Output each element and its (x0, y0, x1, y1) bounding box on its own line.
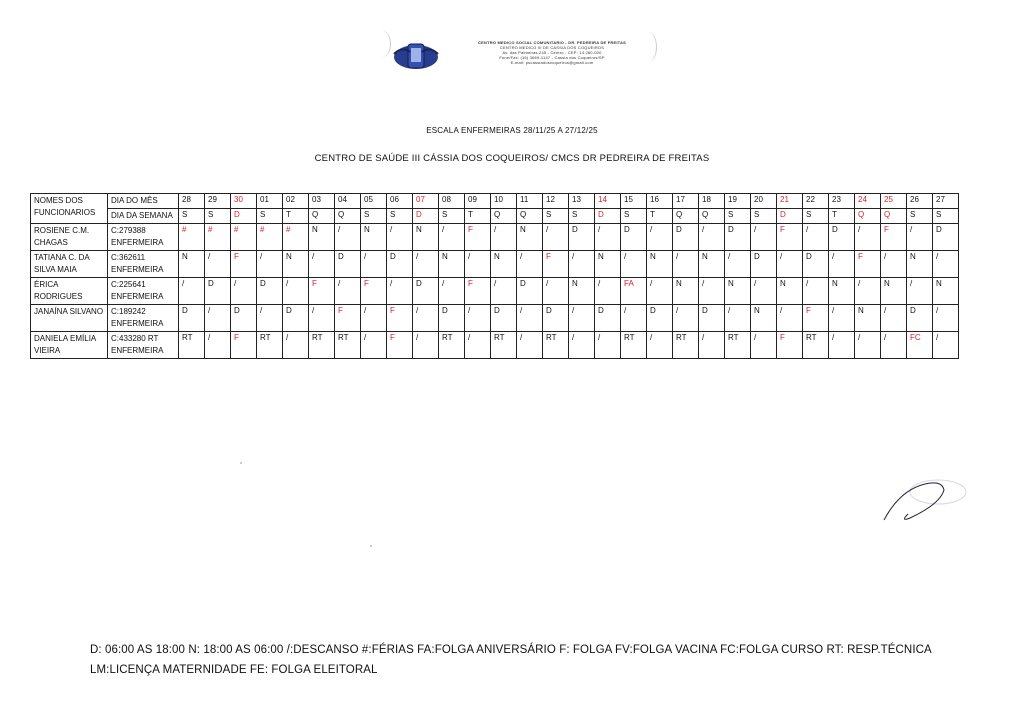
shift-cell: / (855, 224, 881, 251)
shift-cell: RT (725, 332, 751, 359)
staff-name-cell: JANAÍNA SILVANO (31, 305, 108, 332)
staff-role: ENFERMEIRA (111, 319, 164, 328)
shift-cell: / (283, 278, 309, 305)
shift-cell: / (387, 278, 413, 305)
shift-cell: / (517, 305, 543, 332)
shift-cell: D (751, 251, 777, 278)
weekday-cell: D (595, 209, 621, 224)
weekday-cell: Q (881, 209, 907, 224)
day-number-cell: 02 (283, 194, 309, 209)
weekday-cell: S (569, 209, 595, 224)
shift-cell: RT (543, 332, 569, 359)
shift-cell: D (673, 224, 699, 251)
shift-cell: D (231, 305, 257, 332)
shift-cell: N (673, 278, 699, 305)
shift-cell: / (465, 332, 491, 359)
shift-cell: N (179, 251, 205, 278)
weekday-cell: D (777, 209, 803, 224)
shift-cell: / (231, 278, 257, 305)
staff-name-cell: ÉRICA RODRIGUES (31, 278, 108, 305)
day-number-cell: 29 (205, 194, 231, 209)
shift-cell: F (777, 332, 803, 359)
weekday-cell: Q (309, 209, 335, 224)
shift-cell: / (413, 332, 439, 359)
staff-row (31, 278, 959, 305)
shift-cell: / (179, 278, 205, 305)
shift-cell: F (387, 305, 413, 332)
shift-cell: / (309, 251, 335, 278)
shift-cell: / (699, 278, 725, 305)
day-number-cell: 30 (231, 194, 257, 209)
staff-row (31, 224, 959, 251)
shift-cell: / (543, 278, 569, 305)
shift-cell: FC (907, 332, 933, 359)
scan-speck (370, 545, 372, 547)
signature-stamp (870, 470, 980, 530)
staff-code: C:279388 (111, 226, 146, 235)
shift-cell: / (881, 332, 907, 359)
weekday-cell: S (543, 209, 569, 224)
shift-cell: N (283, 251, 309, 278)
shift-cell: / (829, 332, 855, 359)
shift-cell: # (283, 224, 309, 251)
shift-cell: N (933, 278, 959, 305)
shift-cell: / (803, 278, 829, 305)
weekday-cell: Q (491, 209, 517, 224)
shift-cell: / (725, 251, 751, 278)
shift-cell: / (361, 305, 387, 332)
shift-cell: RT (439, 332, 465, 359)
shift-cell: / (933, 332, 959, 359)
shift-cell: / (647, 278, 673, 305)
weekday-cell: S (621, 209, 647, 224)
day-number-cell: 07 (413, 194, 439, 209)
weekday-cell: T (647, 209, 673, 224)
shift-cell: D (413, 278, 439, 305)
day-number-cell: 06 (387, 194, 413, 209)
decorative-bracket (640, 32, 657, 62)
staff-code: C:433280 RT (111, 334, 159, 343)
weekday-cell: S (257, 209, 283, 224)
weekday-cell: S (725, 209, 751, 224)
shift-cell: D (205, 278, 231, 305)
day-number-cell: 01 (257, 194, 283, 209)
shift-cell: N (751, 305, 777, 332)
staff-row (31, 305, 959, 332)
shift-cell: / (751, 224, 777, 251)
day-number-cell: 03 (309, 194, 335, 209)
shift-cell: F (231, 251, 257, 278)
shift-cell: / (855, 332, 881, 359)
shift-cell: / (517, 251, 543, 278)
day-number-cell: 08 (439, 194, 465, 209)
shift-cell: # (205, 224, 231, 251)
shift-cell: / (439, 278, 465, 305)
shift-cell: F (543, 251, 569, 278)
staff-info-cell (108, 305, 179, 332)
shift-cell: D (517, 278, 543, 305)
shift-cell: N (881, 278, 907, 305)
day-number-cell: 21 (777, 194, 803, 209)
staff-code: C:189242 (111, 307, 146, 316)
shift-cell: / (413, 251, 439, 278)
shift-cell: N (647, 251, 673, 278)
shift-cell: / (777, 251, 803, 278)
shift-cell: / (699, 332, 725, 359)
shift-cell: N (569, 278, 595, 305)
staff-info-cell (108, 224, 179, 251)
staff-info-cell (108, 278, 179, 305)
scan-speck (240, 462, 242, 464)
shift-cell: / (465, 305, 491, 332)
weekday-cell: Q (673, 209, 699, 224)
shift-cell: / (205, 332, 231, 359)
staff-row (31, 332, 959, 359)
day-number-cell: 10 (491, 194, 517, 209)
shift-cell: / (491, 278, 517, 305)
shift-cell: F (231, 332, 257, 359)
day-number-cell: 05 (361, 194, 387, 209)
staff-name-cell: ROSIENE C.M. CHAGAS (31, 224, 108, 251)
header-line: Fone/Fax: (16) 3669-1147 - Cassia dos Coqueiros/SP (499, 55, 605, 60)
shift-cell: / (517, 332, 543, 359)
day-number-cell: 11 (517, 194, 543, 209)
staff-row (31, 251, 959, 278)
shift-cell: / (595, 332, 621, 359)
shift-cell: D (725, 224, 751, 251)
weekday-cell: S (387, 209, 413, 224)
shift-cell: / (283, 332, 309, 359)
shift-cell: N (907, 251, 933, 278)
shift-cell: / (257, 305, 283, 332)
shift-cell: / (205, 305, 231, 332)
shift-cell: D (647, 305, 673, 332)
shift-cell: D (699, 305, 725, 332)
shift-cell: D (439, 305, 465, 332)
shift-cell: / (569, 305, 595, 332)
shift-cell: F (361, 278, 387, 305)
day-number-cell: 09 (465, 194, 491, 209)
shift-cell: D (595, 305, 621, 332)
shift-cell: / (361, 332, 387, 359)
shift-cell: F (777, 224, 803, 251)
shift-cell: RT (803, 332, 829, 359)
schedule-table (30, 193, 959, 359)
shift-cell: / (621, 251, 647, 278)
weekday-row (31, 209, 959, 224)
shift-cell: / (569, 332, 595, 359)
shift-cell: / (569, 251, 595, 278)
weekday-cell: S (439, 209, 465, 224)
weekday-cell: Q (855, 209, 881, 224)
shift-cell: N (439, 251, 465, 278)
day-number-cell: 23 (829, 194, 855, 209)
weekday-cell: S (803, 209, 829, 224)
shift-cell: # (257, 224, 283, 251)
shift-cell: F (465, 278, 491, 305)
shift-cell: # (231, 224, 257, 251)
shift-cell: / (595, 224, 621, 251)
shift-cell: RT (309, 332, 335, 359)
municipal-crest-icon (392, 40, 440, 72)
header-weekday-cell: DIA DA SEMANA (108, 209, 179, 224)
legend-line: D: 06:00 AS 18:00 N: 18:00 AS 06:00 /:DESCANSO #:FÉRIAS FA:FOLGA ANIVERSÁRIO F: FOLGA FV:FOLGA VACINA FC:FOLGA CURSO RT: RESP.TÉCNICA (90, 644, 932, 656)
shift-cell: / (881, 251, 907, 278)
day-number-cell: 12 (543, 194, 569, 209)
shift-cell: D (933, 224, 959, 251)
shift-cell: / (257, 251, 283, 278)
shift-cell: N (829, 278, 855, 305)
shift-cell: / (595, 278, 621, 305)
shift-cell: / (621, 305, 647, 332)
shift-cell: / (647, 332, 673, 359)
shift-cell: / (465, 251, 491, 278)
schedule-subtitle: CENTRO DE SAÚDE III CÁSSIA DOS COQUEIROS/ CMCS DR PEDREIRA DE FREITAS (314, 153, 710, 164)
weekday-cell: T (465, 209, 491, 224)
shift-cell: RT (491, 332, 517, 359)
shift-cell: D (829, 224, 855, 251)
shift-cell: / (673, 251, 699, 278)
shift-cell: D (335, 251, 361, 278)
shift-cell: D (283, 305, 309, 332)
shift-cell: F (465, 224, 491, 251)
shift-cell: / (491, 224, 517, 251)
day-number-cell: 28 (179, 194, 205, 209)
shift-cell: D (569, 224, 595, 251)
day-number-cell: 04 (335, 194, 361, 209)
day-number-cell: 26 (907, 194, 933, 209)
day-number-cell: 16 (647, 194, 673, 209)
staff-role: ENFERMEIRA (111, 292, 164, 301)
shift-cell: / (933, 251, 959, 278)
shift-cell: / (335, 278, 361, 305)
shift-cell: F (803, 305, 829, 332)
staff-role: ENFERMEIRA (111, 238, 164, 247)
shift-cell: D (803, 251, 829, 278)
shift-cell: D (621, 224, 647, 251)
header-day-cell: DIA DO MÊS (108, 194, 179, 209)
shift-cell: / (361, 251, 387, 278)
shift-cell: F (309, 278, 335, 305)
shift-cell: N (855, 305, 881, 332)
shift-cell: N (413, 224, 439, 251)
shift-cell: / (673, 305, 699, 332)
weekday-cell: T (283, 209, 309, 224)
weekday-cell: Q (517, 209, 543, 224)
shift-cell: D (387, 251, 413, 278)
day-number-cell: 15 (621, 194, 647, 209)
staff-name-cell: TATIANA C. DA SILVA MAIA (31, 251, 108, 278)
shift-cell: RT (179, 332, 205, 359)
shift-cell: D (179, 305, 205, 332)
shift-cell: N (361, 224, 387, 251)
shift-cell: / (829, 305, 855, 332)
day-number-cell: 13 (569, 194, 595, 209)
shift-cell: / (855, 278, 881, 305)
shift-cell: RT (257, 332, 283, 359)
staff-role: ENFERMEIRA (111, 346, 164, 355)
shift-cell: / (881, 305, 907, 332)
shift-cell: / (699, 224, 725, 251)
shift-cell: RT (673, 332, 699, 359)
shift-cell: N (491, 251, 517, 278)
shift-cell: D (543, 305, 569, 332)
day-number-cell: 18 (699, 194, 725, 209)
day-number-cell: 24 (855, 194, 881, 209)
header-names-cell: NOMES DOS FUNCIONARIOS (31, 194, 108, 224)
shift-cell: N (725, 278, 751, 305)
weekday-cell: S (361, 209, 387, 224)
header-line: Av. das Palmeiras,245 - Centro - CEP: 14.260-000 (502, 50, 602, 55)
shift-cell: / (933, 305, 959, 332)
shift-cell: N (517, 224, 543, 251)
shift-cell: / (309, 305, 335, 332)
weekday-cell: S (205, 209, 231, 224)
day-number-cell: 14 (595, 194, 621, 209)
day-number-cell: 22 (803, 194, 829, 209)
shift-cell: / (413, 305, 439, 332)
shift-cell: / (907, 224, 933, 251)
staff-code: C:362611 (111, 253, 146, 262)
shift-cell: N (699, 251, 725, 278)
shift-cell: / (335, 224, 361, 251)
shift-cell: / (829, 251, 855, 278)
shift-cell: / (439, 224, 465, 251)
header-line: CENTRO MEDICO SOCIAL COMUNITARIO - DR. PEDREIRA DE FREITAS (478, 40, 626, 45)
weekday-cell: S (907, 209, 933, 224)
schedule-title: ESCALA ENFERMEIRAS 28/11/25 A 27/12/25 (426, 126, 598, 135)
shift-cell: / (205, 251, 231, 278)
staff-name-cell: DANIELA EMÍLIA VIEIRA (31, 332, 108, 359)
header-line: E-mail: pscassiadoscoqueiros@gmail.com (510, 60, 594, 65)
weekday-cell: D (413, 209, 439, 224)
shift-cell: / (647, 224, 673, 251)
shift-cell: N (595, 251, 621, 278)
shift-cell: F (881, 224, 907, 251)
shift-cell: D (491, 305, 517, 332)
legend (90, 640, 932, 680)
shift-cell: D (907, 305, 933, 332)
weekday-cell: S (751, 209, 777, 224)
shift-cell: / (777, 305, 803, 332)
weekday-cell: S (933, 209, 959, 224)
shift-cell: / (387, 224, 413, 251)
shift-cell: N (777, 278, 803, 305)
shift-cell: / (803, 224, 829, 251)
shift-cell: F (855, 251, 881, 278)
shift-cell: D (257, 278, 283, 305)
shift-cell: / (751, 332, 777, 359)
shift-cell: / (725, 305, 751, 332)
day-number-cell: 25 (881, 194, 907, 209)
weekday-cell: Q (335, 209, 361, 224)
header-row (31, 194, 959, 209)
day-number-cell: 19 (725, 194, 751, 209)
shift-cell: F (335, 305, 361, 332)
header-line: CENTRO MEDICO III DE CASSIA DOS COQUEIROS (499, 45, 605, 50)
decorative-bracket (372, 30, 391, 58)
shift-cell: / (907, 278, 933, 305)
shift-cell: # (179, 224, 205, 251)
day-number-cell: 27 (933, 194, 959, 209)
weekday-cell: D (231, 209, 257, 224)
shift-cell: / (543, 224, 569, 251)
shift-cell: F (387, 332, 413, 359)
staff-info-cell (108, 332, 179, 359)
legend-line: LM:LICENÇA MATERNIDADE FE: FOLGA ELEITORAL (90, 664, 378, 676)
shift-cell: / (751, 278, 777, 305)
weekday-cell: T (829, 209, 855, 224)
day-number-cell: 20 (751, 194, 777, 209)
shift-cell: RT (335, 332, 361, 359)
staff-info-cell (108, 251, 179, 278)
shift-cell: FA (621, 278, 647, 305)
weekday-cell: Q (699, 209, 725, 224)
staff-role: ENFERMEIRA (111, 265, 164, 274)
institution-header (462, 40, 642, 65)
shift-cell: RT (621, 332, 647, 359)
weekday-cell: S (179, 209, 205, 224)
day-number-cell: 17 (673, 194, 699, 209)
shift-cell: N (309, 224, 335, 251)
staff-code: C:225641 (111, 280, 146, 289)
